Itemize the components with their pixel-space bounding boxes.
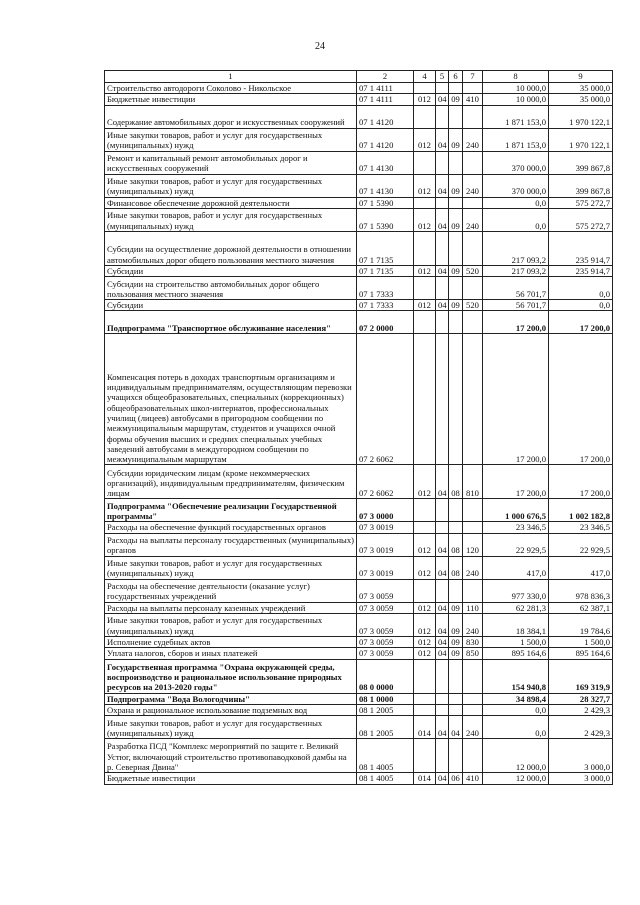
row-pr — [449, 522, 463, 533]
row-rz: 04 — [436, 556, 449, 579]
row-ved — [414, 105, 436, 128]
row-rz — [436, 231, 449, 265]
table-row — [105, 231, 613, 265]
row-vr: 850 — [463, 648, 483, 659]
row-name: Иные закупки товаров, работ и услуг для государственных (муниципальных) нужд — [105, 716, 357, 739]
row-rz: 04 — [436, 174, 449, 197]
table-row — [105, 499, 613, 522]
row-ved: 012 — [414, 265, 436, 276]
row-value-2015: 34 898,4 — [483, 693, 549, 704]
row-code: 07 1 7135 — [357, 265, 414, 276]
table-row — [105, 556, 613, 579]
page-number: 24 — [315, 41, 325, 52]
table-row — [105, 579, 613, 602]
row-code: 07 3 0019 — [357, 533, 414, 556]
row-name: Бюджетные инвестиции — [105, 94, 357, 105]
row-value-2016: 399 867,8 — [549, 151, 613, 174]
table-row — [105, 522, 613, 533]
row-pr — [449, 105, 463, 128]
row-name: Финансовое обеспечение дорожной деятельности — [105, 197, 357, 208]
row-ved: 012 — [414, 637, 436, 648]
row-value-2016: 399 867,8 — [549, 174, 613, 197]
row-name: Иные закупки товаров, работ и услуг для государственных (муниципальных) нужд — [105, 174, 357, 197]
row-code: 08 1 2005 — [357, 716, 414, 739]
row-ved: 012 — [414, 94, 436, 105]
row-ved — [414, 334, 436, 465]
row-name: Подпрограмма "Вода Вологодчины" — [105, 693, 357, 704]
table-row — [105, 197, 613, 208]
table-row — [105, 94, 613, 105]
row-rz — [436, 522, 449, 533]
row-value-2016: 17 200,0 — [549, 311, 613, 334]
row-code: 07 1 7135 — [357, 231, 414, 265]
row-value-2016: 235 914,7 — [549, 231, 613, 265]
row-pr: 08 — [449, 465, 463, 499]
row-vr: 240 — [463, 716, 483, 739]
row-name: Строительство автодороги Соколово - Никольское — [105, 83, 357, 94]
table-row — [105, 693, 613, 704]
row-code: 07 3 0059 — [357, 648, 414, 659]
header-cell: 9 — [549, 71, 613, 83]
row-vr: 240 — [463, 174, 483, 197]
row-value-2015: 12 000,0 — [483, 773, 549, 784]
row-code: 07 1 4130 — [357, 151, 414, 174]
row-pr: 06 — [449, 773, 463, 784]
row-name: Содержание автомобильных дорог и искусственных сооружений — [105, 105, 357, 128]
row-value-2016: 1 970 122,1 — [549, 105, 613, 128]
row-value-2016: 169 319,9 — [549, 659, 613, 693]
row-rz: 04 — [436, 648, 449, 659]
row-pr: 09 — [449, 128, 463, 151]
row-vr — [463, 659, 483, 693]
row-vr: 240 — [463, 556, 483, 579]
row-ved — [414, 83, 436, 94]
row-name: Охрана и рациональное использование подземных вод — [105, 704, 357, 715]
row-rz — [436, 105, 449, 128]
row-code: 07 1 4111 — [357, 83, 414, 94]
row-rz — [436, 197, 449, 208]
row-code: 07 3 0059 — [357, 579, 414, 602]
row-code: 07 2 0000 — [357, 311, 414, 334]
row-ved — [414, 197, 436, 208]
row-value-2015: 1 871 153,0 — [483, 105, 549, 128]
table-row — [105, 648, 613, 659]
row-value-2016: 1 500,0 — [549, 637, 613, 648]
row-rz: 04 — [436, 716, 449, 739]
row-name: Субсидии юридическим лицам (кроме некоммерческих организаций), индивидуальным предпринимателям, физическим лицам — [105, 465, 357, 499]
table-row — [105, 300, 613, 311]
table-row — [105, 334, 613, 465]
table-row — [105, 637, 613, 648]
row-value-2016: 1 970 122,1 — [549, 128, 613, 151]
row-rz — [436, 311, 449, 334]
row-code: 07 1 4111 — [357, 94, 414, 105]
row-code: 07 1 4120 — [357, 105, 414, 128]
row-pr — [449, 659, 463, 693]
row-ved — [414, 311, 436, 334]
row-rz — [436, 739, 449, 773]
table-row — [105, 533, 613, 556]
table-row — [105, 773, 613, 784]
row-vr — [463, 197, 483, 208]
row-name: Подпрограмма "Обеспечение реализации Государственной программы" — [105, 499, 357, 522]
row-ved — [414, 579, 436, 602]
row-code: 08 0 0000 — [357, 659, 414, 693]
row-rz — [436, 693, 449, 704]
table-row — [105, 716, 613, 739]
table-row — [105, 208, 613, 231]
row-value-2016: 978 836,3 — [549, 579, 613, 602]
row-value-2016: 22 929,5 — [549, 533, 613, 556]
row-ved: 014 — [414, 773, 436, 784]
row-ved — [414, 659, 436, 693]
row-rz: 04 — [436, 465, 449, 499]
row-value-2015: 18 384,1 — [483, 614, 549, 637]
row-name: Компенсация потерь в доходах транспортным организациям и индивидуальным предпринимателям, осуществляющим перевозки учащихся общеобразовательных, специальных (коррекционных) общеобразовательных школ-интернатов, профессиональных училищ (лицеев) автобусами в пригородном сообщении по межмуниципальным маршрутам, студентов и учащихся очной формы обучения высших и средних специальных учебных заведений автобусами в междугородном сообщении по межмуниципальным маршрутам — [105, 334, 357, 465]
row-value-2016: 28 327,7 — [549, 693, 613, 704]
header-cell: 2 — [357, 71, 414, 83]
row-value-2015: 370 000,0 — [483, 151, 549, 174]
row-name: Субсидии — [105, 265, 357, 276]
row-code: 07 1 4130 — [357, 174, 414, 197]
row-value-2016: 575 272,7 — [549, 197, 613, 208]
row-code: 07 1 7333 — [357, 300, 414, 311]
row-pr — [449, 579, 463, 602]
row-pr — [449, 334, 463, 465]
row-vr: 810 — [463, 465, 483, 499]
row-value-2015: 23 346,5 — [483, 522, 549, 533]
row-ved: 012 — [414, 208, 436, 231]
row-ved — [414, 151, 436, 174]
table-row — [105, 151, 613, 174]
row-pr: 08 — [449, 533, 463, 556]
row-vr — [463, 499, 483, 522]
row-pr — [449, 277, 463, 300]
row-value-2015: 0,0 — [483, 197, 549, 208]
row-pr — [449, 197, 463, 208]
row-value-2016: 0,0 — [549, 277, 613, 300]
row-code: 07 1 5390 — [357, 197, 414, 208]
row-value-2016: 1 002 182,8 — [549, 499, 613, 522]
row-value-2015: 1 000 676,5 — [483, 499, 549, 522]
row-code: 07 3 0059 — [357, 602, 414, 613]
row-vr — [463, 151, 483, 174]
row-value-2015: 62 281,3 — [483, 602, 549, 613]
row-code: 08 1 2005 — [357, 704, 414, 715]
row-value-2015: 154 940,8 — [483, 659, 549, 693]
row-value-2015: 10 000,0 — [483, 94, 549, 105]
row-name: Иные закупки товаров, работ и услуг для государственных (муниципальных) нужд — [105, 208, 357, 231]
row-pr — [449, 693, 463, 704]
row-vr — [463, 579, 483, 602]
row-vr — [463, 704, 483, 715]
row-name: Субсидии на осуществление дорожной деятельности в отношении автомобильных дорог общего пользования местного значения — [105, 231, 357, 265]
row-name: Субсидии на строительство автомобильных дорог общего пользования местного значения — [105, 277, 357, 300]
row-rz: 04 — [436, 128, 449, 151]
row-vr — [463, 739, 483, 773]
row-name: Ремонт и капитальный ремонт автомобильных дорог и искусственных сооружений — [105, 151, 357, 174]
row-ved: 012 — [414, 533, 436, 556]
row-name: Государственная программа "Охрана окружающей среды, воспроизводство и рациональное использование природных ресурсов на 2013-2020 годы" — [105, 659, 357, 693]
row-value-2015: 56 701,7 — [483, 300, 549, 311]
row-code: 08 1 0000 — [357, 693, 414, 704]
row-code: 07 3 0059 — [357, 637, 414, 648]
row-vr — [463, 231, 483, 265]
row-value-2016: 62 387,1 — [549, 602, 613, 613]
row-value-2015: 17 200,0 — [483, 334, 549, 465]
table-row — [105, 311, 613, 334]
row-name: Разработка ПСД "Комплекс мероприятий по защите г. Великий Устюг, включающий строительство противопаводковой дамбы на р. Северная Двина" — [105, 739, 357, 773]
table-row — [105, 128, 613, 151]
row-pr — [449, 739, 463, 773]
row-vr — [463, 311, 483, 334]
row-rz — [436, 499, 449, 522]
table-row — [105, 704, 613, 715]
row-rz — [436, 334, 449, 465]
row-value-2016: 17 200,0 — [549, 334, 613, 465]
row-ved — [414, 704, 436, 715]
row-ved — [414, 693, 436, 704]
header-cell: 7 — [463, 71, 483, 83]
row-ved — [414, 739, 436, 773]
row-value-2015: 1 871 153,0 — [483, 128, 549, 151]
row-code: 07 1 4120 — [357, 128, 414, 151]
row-value-2016: 23 346,5 — [549, 522, 613, 533]
row-rz — [436, 151, 449, 174]
row-vr — [463, 522, 483, 533]
table-row — [105, 602, 613, 613]
row-pr: 09 — [449, 174, 463, 197]
table-row — [105, 265, 613, 276]
row-name: Расходы на обеспечение функций государственных органов — [105, 522, 357, 533]
row-pr: 09 — [449, 265, 463, 276]
row-name: Расходы на выплаты персоналу государственных (муниципальных) органов — [105, 533, 357, 556]
row-ved: 012 — [414, 128, 436, 151]
row-code: 07 3 0000 — [357, 499, 414, 522]
row-vr — [463, 334, 483, 465]
row-pr: 04 — [449, 716, 463, 739]
row-vr — [463, 693, 483, 704]
row-value-2015: 977 330,0 — [483, 579, 549, 602]
row-code: 08 1 4005 — [357, 739, 414, 773]
row-rz: 04 — [436, 265, 449, 276]
row-pr: 09 — [449, 614, 463, 637]
row-rz — [436, 83, 449, 94]
row-value-2015: 22 929,5 — [483, 533, 549, 556]
table-row — [105, 277, 613, 300]
row-name: Подпрограмма "Транспортное обслуживание населения" — [105, 311, 357, 334]
row-rz: 04 — [436, 637, 449, 648]
row-value-2015: 1 500,0 — [483, 637, 549, 648]
row-value-2016: 235 914,7 — [549, 265, 613, 276]
header-cell: 6 — [449, 71, 463, 83]
row-vr: 240 — [463, 614, 483, 637]
row-pr: 09 — [449, 208, 463, 231]
row-vr: 110 — [463, 602, 483, 613]
row-rz — [436, 277, 449, 300]
row-vr: 410 — [463, 773, 483, 784]
header-cell: 1 — [105, 71, 357, 83]
row-ved — [414, 522, 436, 533]
row-value-2015: 0,0 — [483, 704, 549, 715]
budget-table — [104, 70, 613, 785]
row-vr — [463, 105, 483, 128]
row-pr — [449, 499, 463, 522]
row-pr: 09 — [449, 300, 463, 311]
row-ved: 014 — [414, 716, 436, 739]
row-rz: 04 — [436, 94, 449, 105]
row-rz: 04 — [436, 773, 449, 784]
row-ved: 012 — [414, 556, 436, 579]
row-rz: 04 — [436, 614, 449, 637]
row-code: 07 3 0059 — [357, 614, 414, 637]
row-value-2016: 35 000,0 — [549, 83, 613, 94]
row-ved: 012 — [414, 174, 436, 197]
row-name: Расходы на выплаты персоналу казенных учреждений — [105, 602, 357, 613]
row-pr: 09 — [449, 637, 463, 648]
row-rz — [436, 659, 449, 693]
row-value-2016: 0,0 — [549, 300, 613, 311]
row-value-2015: 17 200,0 — [483, 311, 549, 334]
header-cell: 4 — [414, 71, 436, 83]
row-value-2015: 0,0 — [483, 208, 549, 231]
row-value-2016: 3 000,0 — [549, 739, 613, 773]
row-pr: 09 — [449, 94, 463, 105]
row-value-2016: 417,0 — [549, 556, 613, 579]
row-pr — [449, 151, 463, 174]
table-row — [105, 174, 613, 197]
row-code: 07 2 6062 — [357, 334, 414, 465]
row-value-2016: 35 000,0 — [549, 94, 613, 105]
row-value-2015: 417,0 — [483, 556, 549, 579]
table-row — [105, 659, 613, 693]
row-vr — [463, 83, 483, 94]
row-value-2015: 217 093,2 — [483, 231, 549, 265]
row-value-2015: 10 000,0 — [483, 83, 549, 94]
row-rz: 04 — [436, 602, 449, 613]
row-value-2015: 12 000,0 — [483, 739, 549, 773]
row-ved: 012 — [414, 648, 436, 659]
header-cell: 5 — [436, 71, 449, 83]
row-ved — [414, 499, 436, 522]
row-value-2015: 0,0 — [483, 716, 549, 739]
row-ved: 012 — [414, 465, 436, 499]
row-value-2015: 895 164,6 — [483, 648, 549, 659]
row-code: 07 2 6062 — [357, 465, 414, 499]
row-name: Исполнение судебных актов — [105, 637, 357, 648]
row-value-2016: 19 784,6 — [549, 614, 613, 637]
row-value-2015: 370 000,0 — [483, 174, 549, 197]
row-rz: 04 — [436, 208, 449, 231]
row-rz: 04 — [436, 533, 449, 556]
row-ved: 012 — [414, 614, 436, 637]
row-pr: 09 — [449, 602, 463, 613]
row-vr: 120 — [463, 533, 483, 556]
row-code: 07 1 7333 — [357, 277, 414, 300]
row-vr: 830 — [463, 637, 483, 648]
row-name: Иные закупки товаров, работ и услуг для государственных (муниципальных) нужд — [105, 556, 357, 579]
row-pr — [449, 83, 463, 94]
row-vr: 240 — [463, 128, 483, 151]
row-ved — [414, 231, 436, 265]
row-name: Расходы на обеспечение деятельности (оказание услуг) государственных учреждений — [105, 579, 357, 602]
row-value-2015: 17 200,0 — [483, 465, 549, 499]
table-row — [105, 83, 613, 94]
row-vr: 520 — [463, 300, 483, 311]
row-pr — [449, 231, 463, 265]
row-pr — [449, 704, 463, 715]
row-rz — [436, 579, 449, 602]
row-vr — [463, 277, 483, 300]
row-name: Субсидии — [105, 300, 357, 311]
row-pr — [449, 311, 463, 334]
row-value-2016: 17 200,0 — [549, 465, 613, 499]
header-cell: 8 — [483, 71, 549, 83]
row-vr: 520 — [463, 265, 483, 276]
table-row — [105, 614, 613, 637]
row-code: 07 3 0019 — [357, 522, 414, 533]
row-code: 07 3 0019 — [357, 556, 414, 579]
row-code: 07 1 5390 — [357, 208, 414, 231]
row-ved — [414, 277, 436, 300]
row-value-2016: 575 272,7 — [549, 208, 613, 231]
row-pr: 09 — [449, 648, 463, 659]
row-vr: 410 — [463, 94, 483, 105]
row-rz: 04 — [436, 300, 449, 311]
row-value-2016: 895 164,6 — [549, 648, 613, 659]
row-vr: 240 — [463, 208, 483, 231]
row-pr: 08 — [449, 556, 463, 579]
table-row — [105, 739, 613, 773]
row-rz — [436, 704, 449, 715]
row-value-2015: 217 093,2 — [483, 265, 549, 276]
row-name: Уплата налогов, сборов и иных платежей — [105, 648, 357, 659]
row-value-2015: 56 701,7 — [483, 277, 549, 300]
row-name: Бюджетные инвестиции — [105, 773, 357, 784]
table-row — [105, 105, 613, 128]
row-code: 08 1 4005 — [357, 773, 414, 784]
row-value-2016: 2 429,3 — [549, 704, 613, 715]
row-value-2016: 3 000,0 — [549, 773, 613, 784]
row-ved: 012 — [414, 602, 436, 613]
row-name: Иные закупки товаров, работ и услуг для государственных (муниципальных) нужд — [105, 128, 357, 151]
row-ved: 012 — [414, 300, 436, 311]
table-row — [105, 465, 613, 499]
header-row — [105, 71, 613, 83]
row-value-2016: 2 429,3 — [549, 716, 613, 739]
row-name: Иные закупки товаров, работ и услуг для государственных (муниципальных) нужд — [105, 614, 357, 637]
